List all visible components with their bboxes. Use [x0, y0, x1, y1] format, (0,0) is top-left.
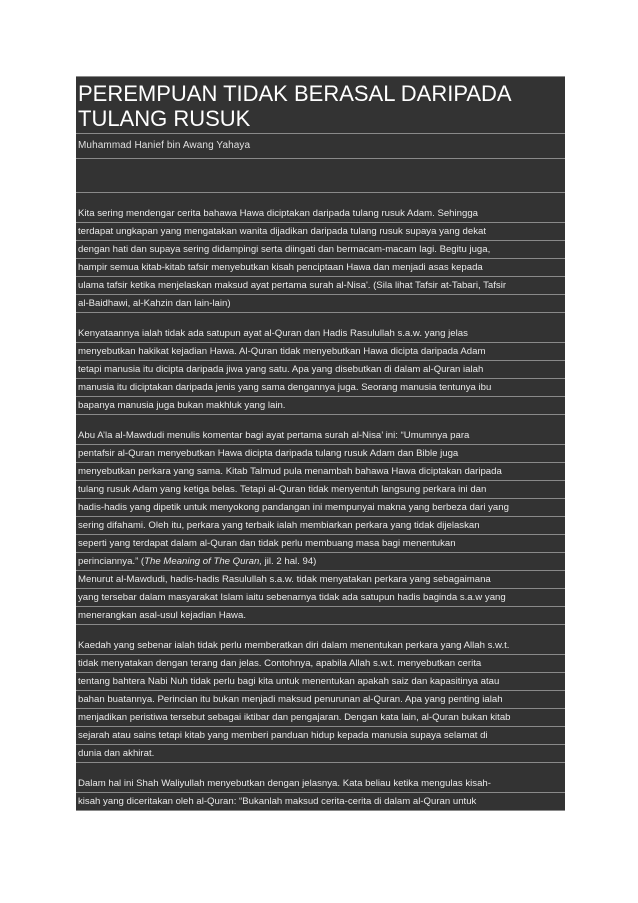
text-line: bahan buatannya. Perincian itu bukan menjadi maksud penurunan al-Quran. Apa yang penting ialah	[76, 691, 565, 709]
text-line: yang tersebar dalam masyarakat Islam iaitu sebenarnya tidak ada satupun hadis baginda s.a.w yang	[76, 589, 565, 607]
text-line: tentang bahtera Nabi Nuh tidak perlu bagi kita untuk menentukan apakah saiz dan kapasitinya atau	[76, 673, 565, 691]
citation-line	[76, 553, 565, 571]
text-line: Abu A’la al-Mawdudi menulis komentar bagi ayat pertama surah al-Nisa’ ini: “Umumnya para	[76, 427, 565, 445]
text-line: menyebutkan perkara yang sama. Kitab Talmud pula menambah bahawa Hawa diciptakan daripada	[76, 463, 565, 481]
text-line: menerangkan asal-usul kejadian Hawa.	[76, 607, 565, 625]
paragraph-3	[76, 427, 565, 625]
text-line: Kita sering mendengar cerita bahawa Hawa diciptakan daripada tulang rusuk Adam. Sehingga	[76, 205, 565, 223]
text-line: dengan hati dan supaya sering didampingi serta diingati dan bermacam-macam lagi. Begitu juga,	[76, 241, 565, 259]
document-page	[76, 76, 565, 811]
text-line: tulang rusuk Adam yang ketiga belas. Tetapi al-Quran tidak menyentuh langsung perkara ini dan	[76, 481, 565, 499]
text-line: tidak menyatakan dengan terang dan jelas. Contohnya, apabila Allah s.w.t. menyebutkan cerita	[76, 655, 565, 673]
author-name: Muhammad Hanief bin Awang Yahaya	[78, 140, 251, 151]
text-line: Menurut al-Mawdudi, hadis-hadis Rasulullah s.a.w. tidak menyatakan perkara yang sebagaimana	[76, 571, 565, 589]
title-line-1: PEREMPUAN TIDAK BERASAL DARIPADA	[78, 81, 512, 106]
text-line: Kenyataannya ialah tidak ada satupun ayat al-Quran dan Hadis Rasulullah s.a.w. yang jelas	[76, 325, 565, 343]
text-line: menyebutkan hakikat kejadian Hawa. Al-Quran tidak menyebutkan Hawa dicipta daripada Adam	[76, 343, 565, 361]
document-title	[76, 77, 565, 133]
text-line: pentafsir al-Quran menyebutkan Hawa dicipta daripada tulang rusuk Adam dan Bible juga	[76, 445, 565, 463]
title-line-2: TULANG RUSUK	[78, 106, 251, 131]
paragraph-4	[76, 637, 565, 763]
article-body	[76, 205, 565, 811]
text-line: Dalam hal ini Shah Waliyullah menyebutkan dengan jelasnya. Kata beliau ketika mengulas kisah-	[76, 775, 565, 793]
text-line: al-Baidhawi, al-Kahzin dan lain-lain)	[76, 295, 565, 313]
text-line: tetapi manusia itu dicipta daripada jiwa yang satu. Apa yang disebutkan di dalam al-Quran ialah	[76, 361, 565, 379]
text-line: Kaedah yang sebenar ialah tidak perlu memberatkan diri dalam menentukan perkara yang Allah s.w.t.	[76, 637, 565, 655]
divider	[76, 192, 565, 193]
text-line: dunia dan akhirat.	[76, 745, 565, 763]
paragraph-5	[76, 775, 565, 811]
citation-after: jil. 2 hal. 94)	[261, 556, 317, 567]
blank-row	[76, 159, 565, 192]
text-line: sejarah atau sains tetapi kitab yang memberi panduan hidup kepada manusia supaya selamat di	[76, 727, 565, 745]
text-line: hadis-hadis yang dipetik untuk menyokong pandangan ini mempunyai makna yang berbeza dari yang	[76, 499, 565, 517]
text-line: menjadikan peristiwa tersebut sebagai iktibar dan pengajaran. Dengan kata lain, al-Quran bukan kitab	[76, 709, 565, 727]
text-line: hampir semua kitab-kitab tafsir menyebutkan kisah penciptaan Hawa dan menjadi asas kepada	[76, 259, 565, 277]
text-line: sering difahami. Oleh itu, perkara yang terbaik ialah membiarkan perkara yang tidak dijelaskan	[76, 517, 565, 535]
paragraph-2	[76, 325, 565, 415]
text-line: bapanya manusia juga bukan makhluk yang lain.	[76, 397, 565, 415]
text-line: ulama tafsir ketika menjelaskan maksud ayat pertama surah al-Nisa'. (Sila lihat Tafsir at-Tabari, Tafsir	[76, 277, 565, 295]
text-line: terdapat ungkapan yang mengatakan wanita dijadikan daripada tulang rusuk supaya yang dekat	[76, 223, 565, 241]
paragraph-1	[76, 205, 565, 313]
text-line: seperti yang terdapat dalam al-Quran dan tidak perlu membuang masa bagi menentukan	[76, 535, 565, 553]
text-line: manusia itu diciptakan daripada jenis yang sama dengannya juga. Seorang manusia tentunya ibu	[76, 379, 565, 397]
text-line: kisah yang diceritakan oleh al-Quran: “Bukanlah maksud cerita-cerita di dalam al-Quran untuk	[76, 793, 565, 811]
citation-book-title: The Meaning of The Quran,	[144, 556, 262, 567]
citation-before: perinciannya.” (	[78, 556, 145, 567]
